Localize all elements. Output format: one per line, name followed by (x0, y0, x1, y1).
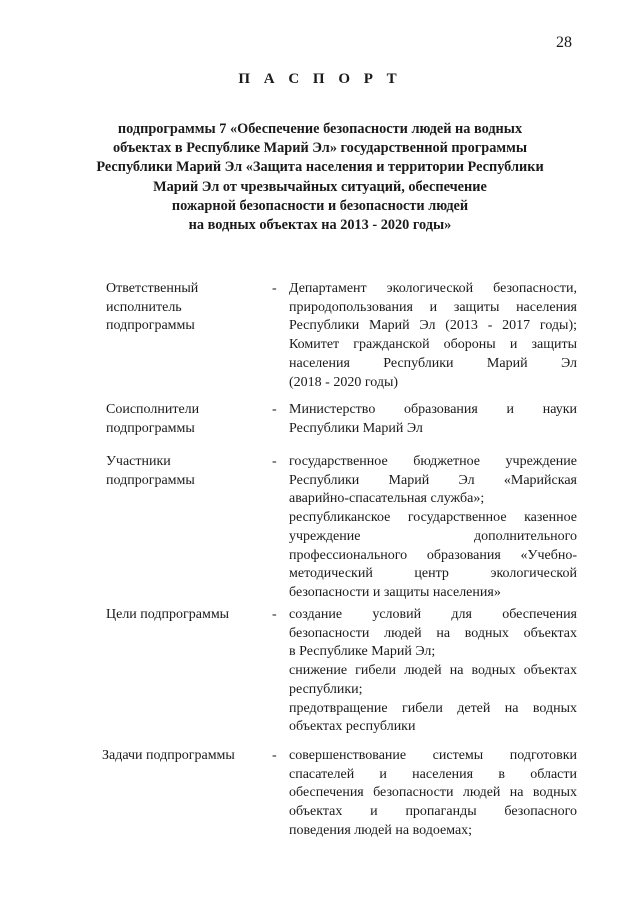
row-value-line: государственное бюджетное учреждение (289, 454, 577, 469)
row-value-line: Республики Марий Эл (2013 - 2017 годы); (289, 318, 577, 334)
row-label (102, 747, 262, 766)
row-value-line: спасателей и населения в области (289, 766, 577, 782)
row-value-line: профессионального образования «Учебно- (289, 547, 577, 563)
subtitle-line: пожарной безопасности и безопасности людей (171, 197, 469, 214)
row-value-line: объектах республики (289, 719, 416, 735)
row-dash: - (272, 607, 277, 622)
row-dash: - (272, 281, 277, 296)
row-value-line: объектах и пропаганды безопасного (289, 804, 577, 820)
subtitle-line: Республики Марий Эл «Защита населения и территории Республики (96, 159, 544, 176)
row-dash: - (272, 748, 277, 763)
row-value-line: поведения людей на водоемах; (289, 822, 473, 838)
document-subtitle (60, 120, 580, 235)
row-value-line: республики; (289, 681, 363, 697)
row-label-line: Цели подпрограммы (106, 607, 230, 622)
row-value-line: создание условий для обеспечения (289, 607, 577, 622)
row-value-line: в Республике Марий Эл; (289, 644, 436, 660)
row-label (106, 453, 266, 490)
page-number: 28 (556, 34, 572, 51)
row-value-line: республиканское государственное казенное (289, 510, 577, 526)
row-label (106, 401, 266, 438)
row-label-line: подпрограммы (106, 472, 195, 488)
row-label-line: Участники (106, 454, 171, 469)
row-value-line: Департамент экологической безопасности, (289, 281, 577, 296)
row-label-line: Ответственный (106, 281, 199, 296)
subtitle-line: объектах в Республике Марий Эл» государственной программы (112, 140, 528, 157)
row-value (289, 280, 577, 392)
row-label-line: Задачи подпрограммы (102, 748, 235, 763)
row-value-line: населения Республики Марий Эл (289, 355, 577, 371)
row-value (289, 401, 577, 438)
row-value-line: снижение гибели людей на водных объектах (289, 663, 577, 679)
row-label (106, 280, 266, 336)
subtitle-line: на водных объектах на 2013 - 2020 годы» (188, 217, 452, 234)
row-value-line: безопасности людей на водных объектах (289, 625, 577, 641)
row-value-line: обеспечения безопасности людей на водных (289, 785, 577, 801)
row-value (289, 606, 577, 737)
row-label-line: подпрограммы (106, 318, 195, 334)
row-value-line: Комитет гражданской обороны и защиты (289, 337, 577, 353)
row-value-line: аварийно-спасательная служба»; (289, 491, 485, 507)
row-value-line: учреждение дополнительного (289, 528, 577, 544)
row-label (106, 606, 266, 625)
subtitle-line: Марий Эл от чрезвычайных ситуаций, обеспечение (153, 178, 487, 195)
row-value-line: природопользования и защиты населения (289, 299, 577, 315)
row-value-line: методический центр экологической (289, 566, 577, 582)
row-label-line: подпрограммы (106, 420, 195, 436)
row-label-line: исполнитель (106, 299, 182, 315)
row-dash: - (272, 454, 277, 469)
row-value-line: Республики Марий Эл (289, 420, 423, 436)
row-label-line: Соисполнители (106, 402, 200, 417)
row-value-line: Республики Марий Эл «Марийская (289, 472, 577, 488)
document-title: П А С П О Р Т (238, 71, 402, 87)
row-value-line: совершенствование системы подготовки (289, 748, 577, 763)
row-value (289, 747, 577, 841)
row-value-line: предотвращение гибели детей на водных (289, 700, 577, 716)
row-value-line: Министерство образования и науки (289, 402, 577, 417)
row-dash: - (272, 402, 277, 417)
row-value (289, 453, 577, 603)
row-value-line: (2018 - 2020 годы) (289, 374, 399, 390)
subtitle-line: подпрограммы 7 «Обеспечение безопасности людей на водных (117, 121, 523, 137)
row-value-line: безопасности и защиты населения» (289, 584, 501, 600)
